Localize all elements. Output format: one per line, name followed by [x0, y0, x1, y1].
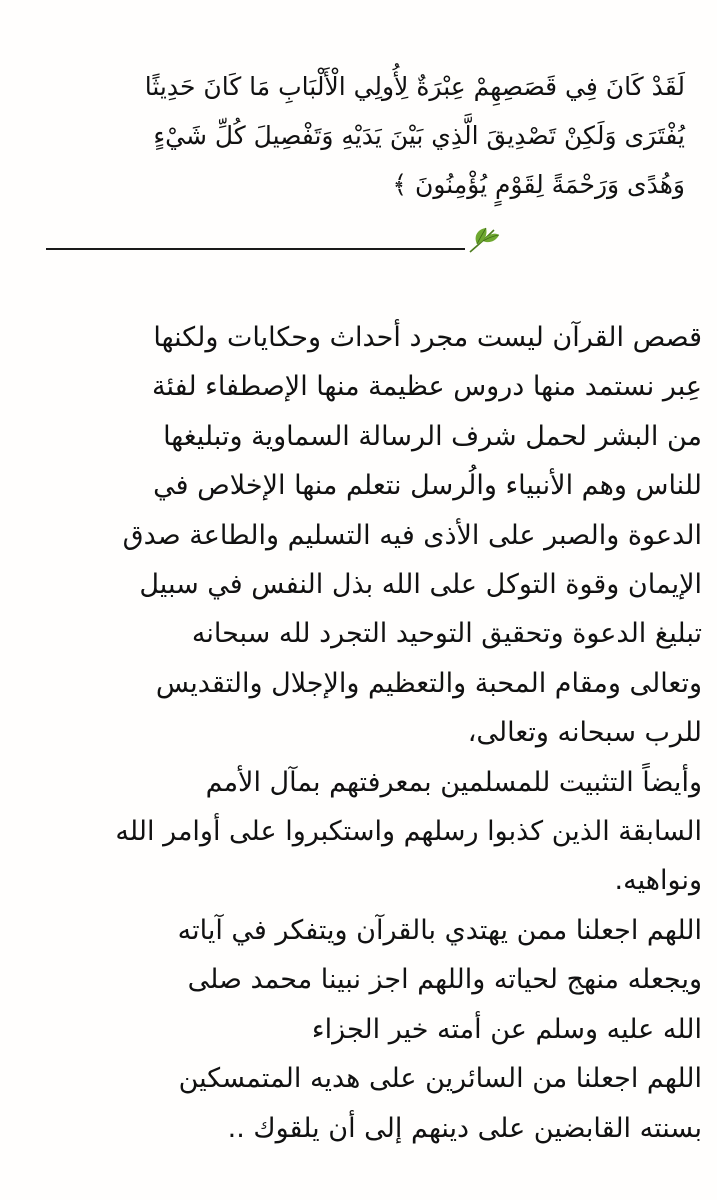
text-line: بسنته القابضين على دينهم إلى أن يلقوك ..	[227, 1112, 702, 1144]
leaf-icon	[467, 224, 501, 254]
divider-line	[46, 248, 465, 250]
text-line: تبليغ الدعوة وتحقيق التوحيد التجرد لله سبحانه	[191, 618, 702, 650]
verse-line-3: وَهُدًى وَرَحْمَةً لِقَوْمٍ يُؤْمِنُونَ ﴾	[392, 170, 685, 199]
quran-verse	[30, 62, 685, 209]
text-line: من البشر لحمل شرف الرسالة السماوية وتبليغها	[163, 420, 702, 452]
reflection-text	[30, 313, 702, 1153]
text-line: وتعالى ومقام المحبة والتعظيم والإجلال والتقديس	[155, 667, 702, 699]
text-line: اللهم اجعلنا ممن يهتدي بالقرآن ويتفكر في آياته	[177, 914, 702, 946]
verse-divider	[46, 222, 501, 254]
verse-line-1: لَقَدْ كَانَ فِي قَصَصِهِمْ عِبْرَةٌ لِأُولِي الْأَلْبَابِ مَا كَانَ حَدِيثًا	[144, 72, 685, 101]
text-line: الإيمان وقوة التوكل على الله بذل النفس في سبيل	[139, 569, 702, 601]
text-line: وأيضاً التثبيت للمسلمين بمعرفتهم بمآل الأمم	[205, 766, 702, 798]
text-line: ويجعله منهج لحياته واللهم اجز نبينا محمد صلى	[187, 964, 702, 996]
text-line: عِبر نستمد منها دروس عظيمة منها الإصطفاء لفئة	[152, 371, 702, 403]
text-line: ونواهيه.	[614, 865, 702, 897]
verse-line-2: يُفْتَرَى وَلَكِنْ تَصْدِيقَ الَّذِي بَيْنَ يَدَيْهِ وَتَفْصِيلَ كُلِّ شَيْءٍ	[153, 121, 685, 150]
text-line: للرب سبحانه وتعالى،	[467, 717, 702, 749]
text-line: الدعوة والصبر على الأذى فيه التسليم والطاعة صدق	[122, 519, 702, 551]
text-line: السابقة الذين كذبوا رسلهم واستكبروا على أوامر الله	[115, 816, 702, 848]
text-line: للناس وهم الأنبياء والُرسل نتعلم منها الإخلاص في	[153, 470, 702, 502]
text-line: الله عليه وسلم عن أمته خير الجزاء	[311, 1013, 702, 1045]
text-line: قصص القرآن ليست مجرد أحداث وحكايات ولكنها	[153, 322, 702, 353]
text-line: اللهم اجعلنا من السائرين على هديه المتمسكين	[178, 1063, 702, 1095]
